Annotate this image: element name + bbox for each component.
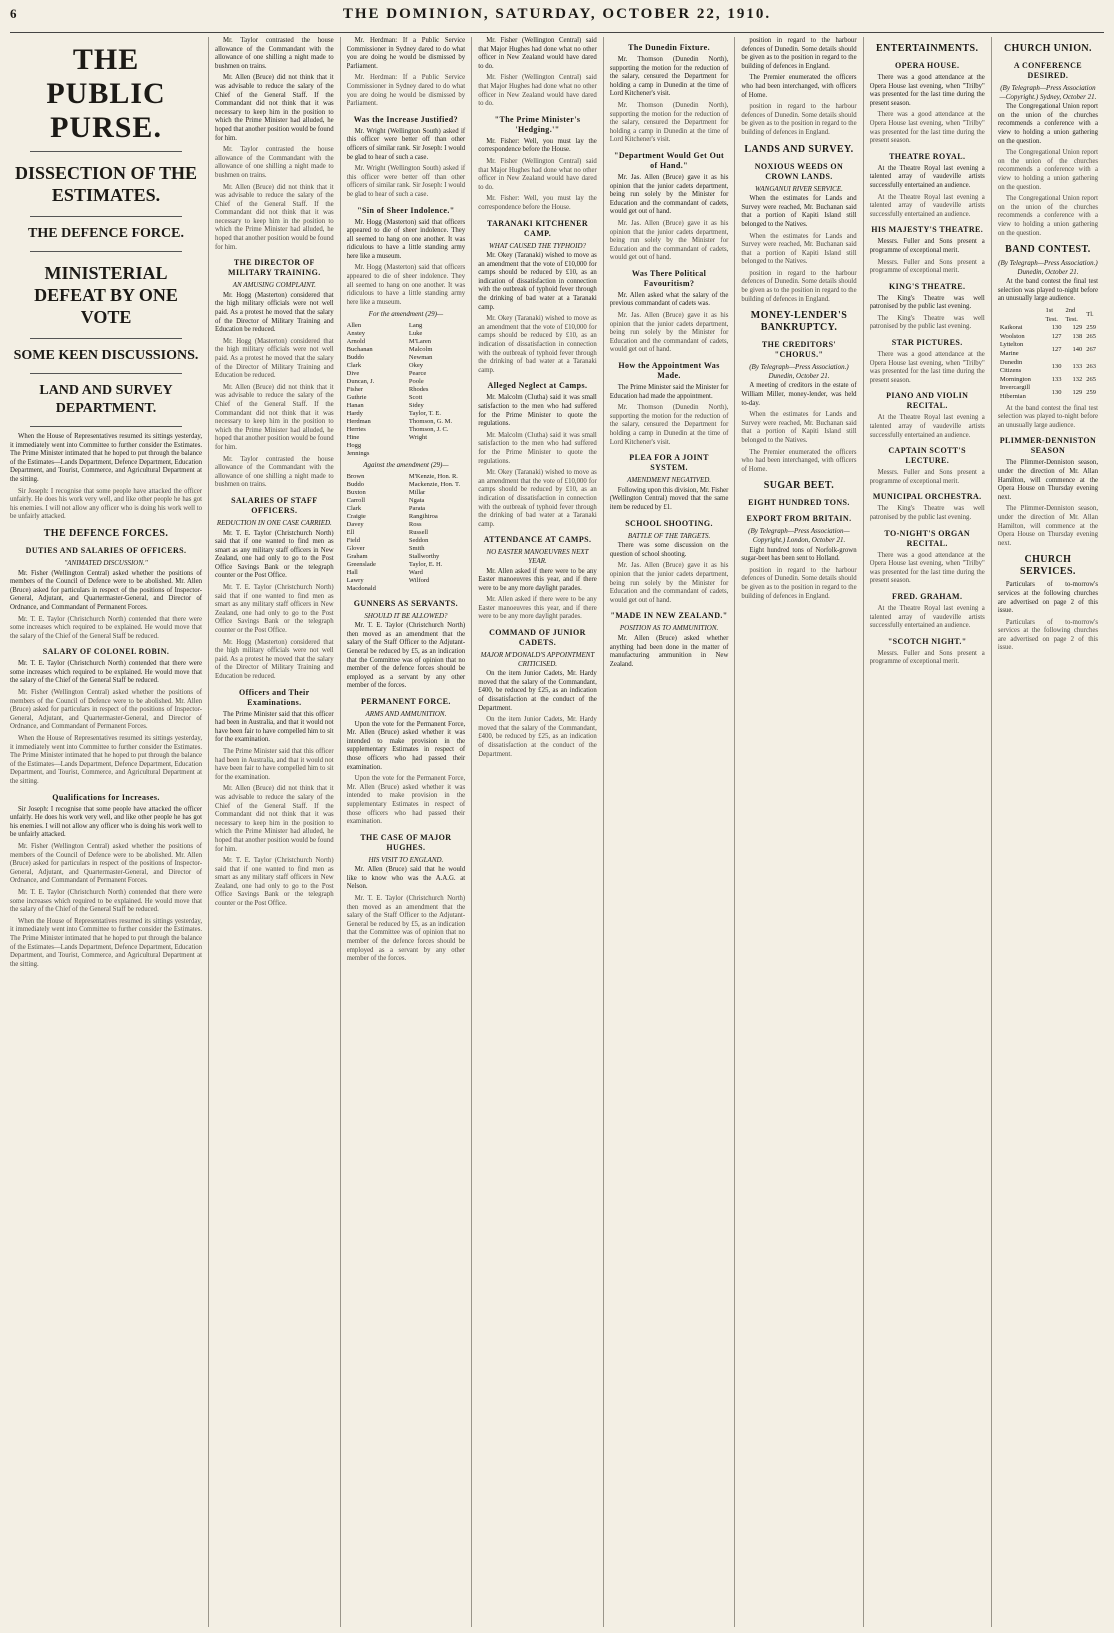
column-1 [10, 37, 209, 1627]
headline-defeat: MINISTERIAL DEFEAT BY ONE VOTE [34, 263, 178, 327]
article-paragraph: Messrs. Fuller and Sons present a programme of exceptional merit. [869, 649, 985, 666]
section-heading: ENTERTAINMENTS. [875, 43, 979, 54]
member-name: Wright [408, 434, 428, 442]
article-paragraph: Mr. Fisher: Well, you must lay the correspondence before the House. [478, 137, 597, 154]
section-heading: "MADE IN NEW ZEALAND." [610, 611, 728, 621]
section-subheading: AN AMUSING COMPLAINT. [232, 281, 316, 290]
article-paragraph: Mr. Allen (Bruce) did not think that it was advisable to reduce the salary of the Chief of the General Staff. If the Commandant did not think that it was necessary to keep him in the position to which the Prime Minister had alluded, he hoped that another position would be found for him. [215, 785, 334, 853]
member-name: Sidey [408, 402, 424, 410]
member-name: Dive [346, 370, 360, 378]
member-name: M'Kenzie, Hon. R. [408, 472, 458, 480]
article-paragraph: Messrs. Fuller and Sons present a programme of exceptional merit. [869, 469, 985, 485]
member-name: Buchanan [346, 346, 373, 354]
section-subheading: WANGANUI RIVER SERVICE. [755, 184, 843, 193]
vote-names-right [409, 322, 465, 458]
table-header-cell: Tl. [1086, 311, 1094, 319]
article-paragraph: Mr. T. E. Taylor (Christchurch North) contended that there were some increases which required to be explained. He would move that the salary of the Chief of the General Staff be reduced. [10, 888, 203, 914]
article-paragraph: Mr. Allen asked if there were to be any Easter manoeuvres this year, and if there were to be any more daylight parades. [478, 596, 597, 621]
article-paragraph: Mr. Herdman: If a Public Service Commissioner in Sydney dared to do what you are doing he would be dismissed by Parliament. [346, 37, 466, 70]
member-name: Ross [408, 520, 422, 528]
section-heading: SCHOOL SHOOTING. [625, 518, 713, 528]
section-subheading: "SCOTCH NIGHT." [887, 636, 967, 646]
table-row [998, 341, 1098, 358]
section-heading: PLIMMER-DENNISTON SEASON [999, 436, 1097, 456]
article-paragraph: Mr. T. E. Taylor (Christchurch North) contended that there were some increases which required to be explained. He would move that the salary of the Chief of the General Staff be reduced. [10, 660, 203, 685]
section-heading: Was There Political Favouritism? [631, 268, 707, 288]
table-cell: 138 [1072, 332, 1083, 340]
article-paragraph: The King's Theatre was well patronised by the public last evening. [869, 314, 985, 331]
article-paragraph: Mr. T. E. Taylor (Christchurch North) said that if one wanted to find men as smart as any military staff officers in New Zealand, one had only to go to the Post Office Savings Bank or the telegraph counter or the Post Office. [215, 584, 334, 635]
division-list-against [347, 473, 466, 593]
article-paragraph: Mr. Fisher (Wellington Central) asked whether the positions of members of the Council of Defence were to be abolished. Mr. Allen (Bruce) asked for particulars in respect of the positions of Inspector-General, Adjutant, and Quartermaster-General, and Director of Ordnance, and Commandant of Permanent Forces. [10, 689, 203, 731]
article-paragraph: position in regard to the harbour defences of Dunedin. Some details should be given as to the position in regard to the building of defences in England. [741, 103, 857, 136]
dateline: (By Telegraph—Press Association—Copyright.) London, October 21. [748, 527, 850, 544]
table-cell: 129 [1072, 324, 1083, 332]
section-heading: How the Appointment Was Made. [618, 361, 720, 381]
section-subheading: AMENDMENT NEGATIVED. [627, 476, 712, 485]
article-paragraph: Upon the vote for the Permanent Force, Mr. Allen (Bruce) asked whether it was intended to make provision in the supplementary Estimates in respect of those officers who had passed their examination. [346, 775, 466, 826]
article-paragraph: The Premier enumerated the officers who had been interchanged, with officers of Home. [741, 74, 857, 99]
section-heading: The Dunedin Fixture. [628, 43, 710, 52]
article-paragraph: There was a good attendance at the Opera House last evening, when "Trilby" was presented for the last time during the present season. [869, 74, 985, 107]
article-paragraph: Mr. Thomson (Dunedin North), supporting the motion for the reduction of the salary, censured the Department for holding a camp in Dunedin at the time of Lord Kitchener's visit. [609, 101, 729, 144]
member-name: Brown [346, 472, 365, 480]
section-subheading: TO-NIGHT'S ORGAN RECITAL. [884, 528, 971, 548]
member-name: Hanan [346, 402, 364, 410]
section-heading: SALARIES OF STAFF OFFICERS. [231, 495, 318, 515]
table-cell: Lyttelton Marine [999, 341, 1024, 358]
member-name: Parata [408, 504, 426, 512]
member-name: Taylor, T. E. [408, 410, 441, 418]
member-name: Luke [408, 330, 423, 338]
article-paragraph: When the estimates for Lands and Survey were reached, Mr. Buchanan said that a portion of Kapiti Island still belonged to the Natives. [741, 411, 857, 444]
vote-names-left [347, 473, 403, 593]
article-paragraph: Mr. T. E. Taylor (Christchurch North) said that if one wanted to find men as smart as any military staff officers in New Zealand, one had only to go to the Post Office Savings Bank or the telegraph counter or the Post Office. [215, 857, 334, 908]
member-name: Stallworthy [408, 552, 440, 560]
division-label: For the amendment (29)— [368, 310, 444, 319]
section-heading: CHURCH SERVICES. [1020, 554, 1076, 578]
article-paragraph: Mr. Allen asked if there were to be any Easter manoeuvres this year, and if there were to be any more daylight parades. [478, 567, 597, 592]
member-name: Anstey [346, 330, 366, 338]
table-header-cell: 1st Test. [1045, 307, 1058, 323]
table-header-row [998, 307, 1098, 324]
article-paragraph: At the band contest the final test selection was played to-night before an unusually large audience. [997, 404, 1099, 429]
article-paragraph: Mr. Wright (Wellington South) asked if this officer were better off than other officers of similar rank. Sir Joseph: I would be glad to hear of such a case. [346, 165, 466, 198]
article-paragraph: position in regard to the harbour defences of Dunedin. Some details should be given as to the position in regard to the building of defences in England. [741, 269, 857, 303]
member-name: Arnold [346, 338, 366, 346]
article-paragraph: The Congregational Union report on the union of the churches recommends a conference with a view to holding a union gathering on the question. [997, 149, 1099, 191]
dateline: (By Telegraph—Press Association.) Dunedin, October 21. [998, 259, 1098, 276]
vote-names-left [347, 322, 403, 458]
member-name: Buddo [346, 354, 364, 362]
member-name: Herdman [346, 418, 371, 426]
member-name: Clark [346, 504, 362, 512]
article-paragraph: At the band contest the final test selection was played to-night before an unusually large audience. [997, 278, 1099, 303]
section-heading: Qualifications for Increases. [52, 792, 160, 802]
member-name: Scott [408, 394, 423, 402]
article-paragraph: There was a good attendance at the Opera House last evening, when "Trilby" was presented for the last time during the present season. [869, 111, 985, 145]
member-name: Buddo [346, 480, 364, 488]
article-paragraph: Mr. Hogg (Masterton) considered that the high military officials were not well paid. As a protest he moved that the salary of the Director of Military Training and Education be reduced. [215, 291, 334, 334]
table-cell: Kaikorai [999, 324, 1023, 332]
article-paragraph: The Plimmer-Denniston season, under the direction of Mr. Allan Hamilton, will commence at the Opera House on Thursday evening next. [997, 459, 1099, 501]
division-list-for [347, 322, 466, 458]
member-name: Thomson, J. C. [408, 426, 449, 434]
article-paragraph: There was some discussion on the question of school shooting. [609, 542, 729, 558]
member-name: Hine [346, 434, 360, 442]
section-heading: THE CASE OF MAJOR HUGHES. [360, 832, 452, 852]
member-name: Craigie [346, 512, 366, 520]
table-cell: 259 [1086, 324, 1097, 332]
table-row [998, 376, 1098, 385]
article-paragraph: Mr. T. E. Taylor (Christchurch North) contended that there were some increases which required to be explained. He would move that the salary of the Chief of the General Staff be reduced. [10, 615, 203, 640]
article-paragraph: Mr. Okey (Taranaki) wished to move as an amendment that the vote of £10,000 for camps should be reduced by £10, as an indication of dissatisfaction in connection with the outbreak of typhoid fever through the drinking of bad water at a Taranaki camp. [478, 252, 597, 311]
section-subheading: REDUCTION IN ONE CASE CARRIED. [216, 518, 332, 527]
article-paragraph: Mr. Okey (Taranaki) wished to move as an amendment that the vote of £10,000 for camps should be reduced by £10, as an indication of dissatisfaction in connection with the outbreak of typhoid fever through the drinking of bad water at a Taranaki camp. [478, 469, 597, 528]
member-name: Millar [408, 488, 426, 496]
article-paragraph: Mr. Wright (Wellington South) asked if this officer were better off than other officers of similar rank. Sir Joseph: I would be glad to hear of such a case. [346, 127, 466, 161]
column-2 [215, 37, 341, 1627]
section-heading: "Department Would Get Out of Hand." [614, 150, 725, 170]
band-scores-table [998, 307, 1098, 402]
article-paragraph: The Premier enumerated the officers who had been interchanged, with officers of Home. [741, 448, 857, 473]
section-subheading: BATTLE OF THE TARGETS. [627, 531, 711, 540]
article-paragraph: The Congregational Union report on the union of the churches recommends a conference with a view to holding a union gathering on the question. [997, 103, 1099, 145]
table-cell: Invercargill Hibernian [999, 384, 1031, 400]
member-name: Mackenzie, Hon. T. [408, 480, 461, 488]
article-paragraph: Mr. Jas. Allen (Bruce) gave it as his opinion that the junior cadets department, being run solely by the Minister for Education and the commandant of cadets, would get out of hand. [609, 312, 729, 354]
headline-discussions: SOME KEEN DISCUSSIONS. [13, 348, 199, 363]
article-paragraph: Sir Joseph: I recognise that some people have attacked the officer unfairly. He does his work very well, and like other people he has got his enemies. I will not allow any officer who is doing his work well to be unfairly attacked. [10, 487, 203, 521]
table-cell: 267 [1086, 345, 1097, 353]
article-paragraph: Eight hundred tons of Norfolk-grown sugar-beet has been sent to Holland. [741, 546, 857, 563]
article-paragraph: Mr. Allen asked what the salary of the previous commandant of cadets was. [609, 291, 729, 308]
section-heading: Was the Increase Justified? [353, 114, 459, 124]
article-paragraph: There was a good attendance at the Opera House last evening, when "Trilby" was presented for the last time during the present season. [869, 551, 985, 585]
article-paragraph: There was a good attendance at the Opera House last evening, when "Trilby" was presented for the last time during the present season. [869, 351, 985, 384]
article-paragraph: The Prime Minister said that this officer had been in Australia, and that it would not have been fair to have compelled him to sit for the examination. [215, 747, 334, 781]
article-paragraph: Mr. Hogg (Masterton) said that officers appeared to die of sheer indolence. They all seemed to hang on one another. It was ridiculous to have a little standing army here like a museum. [346, 264, 466, 306]
section-subheading: MUNICIPAL ORCHESTRA. [872, 492, 982, 502]
article-paragraph: Mr. Allen (Bruce) did not think that it was advisable to reduce the salary of the Chief of the General Staff. If the Commandant did not think that it was necessary to keep him in the position to which the Prime Minister had alluded, he hoped that another position would be found for him. [215, 74, 334, 142]
member-name: Wilford [408, 576, 430, 584]
member-name: Hardy [346, 410, 363, 418]
article-paragraph: When the House of Representatives resumed its sittings yesterday, it immediately went into Committee to further consider the Estimates. The Prime Minister intimated that he hoped to put through the balance of the Estimates—Lands Department, Defence Department, Education Department, and Tourist, Commerce, and Agricultural Department at the sitting. [10, 735, 203, 785]
member-name: Taylor, E. H. [408, 560, 443, 568]
table-header-cell: 2nd Test. [1065, 307, 1078, 323]
article-paragraph: Particulars of to-morrow's services at the following churches are advertised on page 2 of this issue. [997, 618, 1099, 652]
article-paragraph: Mr. Allen (Bruce) did not think that it was advisable to reduce the salary of the Chief of the General Staff. If the Commandant did not think that it was necessary to keep him in the position to which the Prime Minister had alluded, he hoped that another position would be found for him. [215, 183, 334, 251]
article-paragraph: Mr. T. E. Taylor (Christchurch North) then moved as an amendment that the salary of the Staff Officer to the Adjutant-General be reduced by £5, as an indication that the Committee was of opinion that no member of the defence forces should be employed as a servant by any other member of the forces. [346, 622, 466, 690]
column-7 [870, 37, 992, 1627]
table-cell: 130 [1051, 324, 1062, 332]
column-4 [478, 37, 604, 1627]
member-name: Carroll [346, 496, 366, 504]
dateline: (By Telegraph—Press Association.) Dunedin, October 21. [749, 363, 849, 380]
section-subheading: SHOULD IT BE ALLOWED? [364, 611, 448, 620]
article-paragraph: On the item Junior Cadets, Mr. Hardy moved that the salary of the Commandant, £400, be reduced by £25, as an indication of dissatisfaction at the conduct of the Department. [478, 716, 597, 758]
section-subheading: ARMS AND AMMUNITION. [365, 709, 447, 718]
member-name: Rangihiroa [408, 512, 438, 520]
article-paragraph: Mr. Fisher: Well, you must lay the correspondence before the House. [478, 195, 597, 211]
table-cell: 133 [1051, 375, 1062, 383]
table-cell: Woolston [999, 332, 1025, 340]
section-subheading: OPERA HOUSE. [895, 61, 960, 70]
article-paragraph: Mr. Allen (Bruce) said that he would like to know who was the A.A.G. at Nelson. [346, 866, 466, 891]
member-name: Poole [408, 378, 424, 386]
member-name: Smith [408, 544, 425, 552]
table-cell: 127 [1051, 345, 1062, 353]
article-paragraph: Messrs. Fuller and Sons present a programme of exceptional merit. [869, 238, 985, 254]
table-cell: 263 [1086, 362, 1097, 370]
article-paragraph: Mr. Okey (Taranaki) wished to move as an amendment that the vote of £10,000 for camps should be reduced by £10, as an indication of dissatisfaction in connection with the outbreak of typhoid fever through the drinking of bad water at a Taranaki camp. [478, 315, 597, 374]
article-paragraph: Mr. Fisher (Wellington Central) asked whether the positions of members of the Council of Defence were to be abolished. Mr. Allen (Bruce) asked for particulars in respect of the positions of Inspector-General, Adjutant, and Quartermaster-General, and Director of Ordnance, and Commandant of Permanent Forces. [10, 569, 203, 611]
member-name: Newman [408, 354, 433, 362]
member-name: Glover [346, 544, 365, 552]
article-paragraph: When the House of Representatives resumed its sittings yesterday, it immediately went into Committee to further consider the Estimates. The Prime Minister intimated that he hoped to put through the balance of the Estimates—Lands Department, Defence Department, Education Department, and Tourist, Commerce, and Agricultural Department at the sitting. [10, 917, 203, 968]
section-subheading: NOXIOUS WEEDS ON CROWN LANDS. [754, 161, 844, 181]
article-paragraph: The King's Theatre was well patronised by the public last evening. [869, 505, 985, 521]
table-row [998, 384, 1098, 401]
article-paragraph: Mr. Taylor contrasted the house allowance of the Commandant with the allowance of one shilling a night made to bushmen on trains. [215, 37, 334, 70]
section-heading: PLEA FOR A JOINT SYSTEM. [629, 453, 709, 473]
article-paragraph: Particulars of to-morrow's services at the following churches are advertised on page 2 of this issue. [997, 581, 1099, 615]
section-subheading: HIS MAJESTY'S THEATRE. [871, 225, 984, 235]
article-paragraph: Mr. Thomson (Dunedin North), supporting the motion for the reduction of the salary, censured the Department for holding a camp in Dunedin at the time of Lord Kitchener's visit. [609, 404, 729, 446]
article-paragraph: Mr. Jas. Allen (Bruce) gave it as his opinion that the junior cadets department, being run solely by the Minister for Education and the commandant of cadets, would get out of hand. [609, 219, 729, 262]
article-paragraph: Mr. T. E. Taylor (Christchurch North) then moved as an amendment that the salary of the Staff Officer to the Adjutant-General be reduced by £5, as an indication that the Committee was of opinion that no member of the defence forces should be employed as a servant by any other member of the forces. [346, 895, 466, 963]
member-name: Allen [346, 322, 362, 330]
article-paragraph: Messrs. Fuller and Sons present a programme of exceptional merit. [869, 258, 985, 275]
vote-names-right [409, 473, 465, 593]
section-heading: CHURCH UNION. [1003, 43, 1092, 54]
article-paragraph: Mr. Allen (Bruce) did not think that it was advisable to reduce the salary of the Chief of the General Staff. If the Commandant did not think that it was necessary to keep him in the position to which the Prime Minister had alluded, he hoped that another position would be found for him. [215, 383, 334, 451]
member-name: Buxton [346, 488, 366, 496]
masthead [10, 6, 1104, 33]
article-paragraph: When the estimates for Lands and Survey were reached, Mr. Buchanan said that a portion of Kapiti Island still belonged to the Natives. [741, 195, 857, 228]
section-subheading: THEATRE ROYAL. [889, 151, 966, 161]
article-paragraph: Mr. Fisher (Wellington Central) said that Major Hughes had done what no other officer in New Zealand would have dared to do. [478, 157, 597, 191]
headline-defence: THE DEFENCE FORCE. [28, 226, 184, 241]
section-heading: "Sin of Sheer Indolence." [357, 205, 455, 215]
section-subheading: HIS VISIT TO ENGLAND. [368, 855, 444, 864]
article-paragraph: Mr. Fisher (Wellington Central) said that Major Hughes had done what no other officer in New Zealand would have dared to do. [478, 37, 597, 70]
member-name: Ngata [408, 496, 425, 504]
member-name: Clark [346, 362, 362, 370]
member-name: Okey [408, 362, 424, 370]
table-row [998, 333, 1098, 342]
division-label: Against the amendment (29)— [363, 461, 449, 470]
member-name: Jennings [346, 450, 370, 458]
section-subheading: PIANO AND VIOLIN RECITAL. [886, 391, 969, 411]
member-name: Davey [346, 520, 364, 528]
member-name: Pearce [408, 370, 427, 378]
article-paragraph: Sir Joseph: I recognise that some people have attacked the officer unfairly. He does his work very well, and like other people he has got his enemies. I will not allow any officer who is doing his work well to be unfairly attacked. [10, 805, 203, 839]
section-heading: BAND CONTEST. [1005, 244, 1091, 256]
section-heading: SALARY OF COLONEL ROBIN. [42, 647, 170, 657]
member-name: Macdonald [346, 584, 376, 592]
member-name: Hogg [346, 442, 362, 450]
section-heading: GUNNERS AS SERVANTS. [353, 598, 459, 608]
column-8 [998, 37, 1104, 1627]
section-heading: THE DEFENCE FORCES. [43, 527, 169, 539]
table-cell: 130 [1051, 362, 1062, 370]
section-subheading: A CONFERENCE DESIRED. [1013, 61, 1082, 80]
page-number: 6 [10, 6, 17, 21]
section-heading: PERMANENT FORCE. [361, 696, 451, 706]
section-subheading: KING'S THEATRE. [889, 281, 966, 291]
headline-estimates: DISSECTION OF THE ESTIMATES. [14, 163, 198, 205]
article-paragraph: Mr. Malcolm (Clutha) said it was small satisfaction to the men who had suffered for the Prime Minister to quote the regulations. [478, 431, 597, 465]
section-heading: COMMAND OF JUNIOR CADETS. [489, 628, 586, 648]
table-cell: 132 [1072, 375, 1083, 383]
table-cell: 259 [1086, 388, 1097, 396]
member-name: Russell [408, 528, 429, 536]
table-cell: 133 [1072, 362, 1083, 370]
article-paragraph: Mr. Fisher (Wellington Central) said that Major Hughes had done what no other officer in New Zealand would have dared to do. [478, 74, 597, 108]
table-row [998, 324, 1098, 333]
section-heading: Officers and Their Examinations. [239, 687, 310, 707]
section-heading: SUGAR BEET. [763, 480, 835, 492]
section-heading: LANDS AND SURVEY. [744, 143, 854, 155]
table-cell: 265 [1086, 332, 1097, 340]
article-paragraph: When the estimates for Lands and Survey were reached, Mr. Buchanan said that a portion of Kapiti Island still belonged to the Natives. [741, 232, 857, 266]
article-paragraph: At the Theatre Royal last evening a talented array of vaudeville artists successfully entertained an audience. [869, 193, 985, 218]
column-5 [610, 37, 736, 1627]
main-headline: THE PUBLIC PURSE. [46, 43, 166, 144]
section-subheading: CAPTAIN SCOTT'S LECTURE. [888, 446, 967, 466]
article-paragraph: The Prime Minister said that this officer had been in Australia, and that it would not have been fair to have compelled him to sit for the examination. [215, 710, 334, 744]
section-subheading: DUTIES AND SALARIES OF OFFICERS. [25, 545, 187, 555]
article-paragraph: Following upon this division, Mr. Fisher (Wellington Central) moved that the same item be reduced by £1. [609, 486, 729, 511]
section-subheading: WHAT CAUSED THE TYPHOID? [488, 241, 587, 250]
article-paragraph: Mr. Hogg (Masterton) considered that the high military officials were not well paid. As a protest he moved that the salary of the Director of Military Training and Education be reduced. [215, 638, 334, 680]
table-cell: 127 [1051, 332, 1062, 340]
table-cell: Mornington [999, 375, 1031, 383]
table-row [998, 359, 1098, 376]
article-paragraph: The Prime Minister said the Minister for Education had made the appointment. [609, 384, 729, 400]
section-heading: THE DIRECTOR OF MILITARY TRAINING. [228, 258, 321, 278]
section-subheading: POSITION AS TO AMMUNITION. [619, 624, 719, 633]
member-name: Herries [346, 426, 366, 434]
member-name: Seddon [408, 536, 429, 544]
article-paragraph: Mr. Taylor contrasted the house allowance of the Commandant with the allowance of one shilling a night made to bushmen on trains. [215, 146, 334, 179]
article-paragraph: At the Theatre Royal last evening a talented array of vaudeville artists successfully entertained an audience. [869, 604, 985, 630]
member-name: M'Laren [408, 338, 432, 346]
member-name: Greenslade [346, 560, 376, 568]
member-name: Lang [408, 322, 423, 330]
table-cell: 129 [1072, 388, 1083, 396]
member-name: Hall [346, 568, 358, 576]
member-name: Duncan, J. [346, 378, 375, 386]
article-intro: When the House of Representatives resumed its sittings yesterday, it immediately went into Committee to further consider the Estimates. The Prime Minister intimated that he hoped to put through the balance of the Estimates—Lands Department, Defence Department, Education Department, and Tourist, Commerce, and Agricultural Department at the sitting. [10, 433, 203, 483]
section-heading: TARANAKI KITCHENER CAMP. [486, 218, 589, 238]
section-subheading: FRED. GRAHAM. [892, 591, 963, 601]
section-subheading: NO EASTER MANOEUVRES NEXT YEAR. [486, 548, 589, 565]
section-subheading: EIGHT HUNDRED TONS. [748, 498, 850, 508]
member-name: Graham [346, 552, 368, 560]
article-paragraph: On the item Junior Cadets, Mr. Hardy moved that the salary of the Commandant, £400, be reduced by £25, as an indication of dissatisfaction at the conduct of the Department. [478, 670, 597, 712]
member-name: Lawry [346, 576, 364, 584]
article-paragraph: Mr. Fisher (Wellington Central) asked whether the positions of members of the Council of Defence were to be abolished. Mr. Allen (Bruce) asked for particulars in respect of the positions of Inspector-General, Adjutant, and Quartermaster-General, and Director of Ordnance, and Commandant of Permanent Forces. [10, 842, 203, 885]
member-name: Malcolm [408, 346, 433, 354]
article-paragraph: Mr. Hogg (Masterton) said that officers appeared to die of sheer indolence. They all seemed to hang on one another. It was ridiculous to have a little standing army here like a museum. [346, 218, 466, 260]
section-heading: ATTENDANCE AT CAMPS. [483, 535, 592, 545]
table-header-cell [998, 307, 1044, 324]
article-paragraph: Mr. Herdman: If a Public Service Commissioner in Sydney dared to do what you are doing he would be dismissed by Parliament. [346, 74, 466, 108]
section-subheading: STAR PICTURES. [891, 338, 963, 348]
article-paragraph: Mr. Malcolm (Clutha) said it was small satisfaction to the men who had suffered for the Prime Minister to quote the regulations. [478, 394, 597, 428]
article-paragraph: The King's Theatre was well patronised by the public last evening. [869, 294, 985, 311]
article-paragraph: Mr. T. E. Taylor (Christchurch North) said that if one wanted to find men as smart as any military staff officers in New Zealand, one had only to go to the Post Office Savings Bank or the telegraph counter or the Post Office. [215, 529, 334, 580]
article-paragraph: Mr. Jas. Allen (Bruce) gave it as his opinion that the junior cadets department, being run solely by the Minister for Education and the commandant of cadets, would get out of hand. [609, 562, 729, 604]
member-name: Fisher [346, 386, 363, 394]
headline-land: LAND AND SURVEY DEPARTMENT. [39, 383, 173, 416]
table-cell: 140 [1072, 345, 1083, 353]
table-cell: Dunedin Citizens [999, 358, 1023, 375]
article-paragraph: Mr. Allen (Bruce) asked whether anything had been done in the matter of manufacturing ammunition in New Zealand. [609, 634, 729, 668]
article-paragraph: Upon the vote for the Permanent Force, Mr. Allen (Bruce) asked whether it was intended to make provision in the supplementary Estimates in respect of those officers who had passed their examination. [346, 720, 466, 771]
table-cell: 265 [1086, 375, 1097, 383]
article-paragraph: Mr. Jas. Allen (Bruce) gave it as his opinion that the junior cadets department, being run solely by the Minister for Education and the commandant of cadets, would get out of hand. [609, 173, 729, 216]
table-cell: 130 [1051, 388, 1062, 396]
section-heading: MONEY-LENDER'S BANKRUPTCY. [750, 310, 848, 334]
article-paragraph: Mr. Thomson (Dunedin North), supporting the motion for the reduction of the salary, censured the Department for holding a camp in Dunedin at the time of Lord Kitchener's visit. [609, 56, 729, 98]
column-6 [741, 37, 863, 1627]
article-paragraph: A meeting of creditors in the estate of William Miller, money-lender, was held to-day. [741, 382, 857, 407]
section-subheading: "ANIMATED DISCUSSION." [64, 558, 148, 567]
section-heading: "The Prime Minister's 'Hedging.'" [494, 114, 581, 134]
member-name: Thomson, G. M. [408, 418, 453, 426]
section-subheading: THE CREDITORS' "CHORUS." [761, 340, 837, 360]
section-subheading: EXPORT FROM BRITAIN. [746, 514, 852, 524]
member-name: Rhodes [408, 386, 429, 394]
article-paragraph: Mr. Taylor contrasted the house allowance of the Commandant with the allowance of one shilling a night made to bushmen on trains. [215, 455, 334, 489]
article-paragraph: At the Theatre Royal last evening a talented array of vaudeville artists successfully entertained an audience. [869, 414, 985, 439]
article-paragraph: At the Theatre Royal last evening a talented array of vaudeville artists successfully entertained an audience. [869, 164, 985, 189]
member-name: Ward [408, 568, 423, 576]
article-paragraph: The Plimmer-Denniston season, under the direction of Mr. Allan Hamilton, will commence at the Opera House on Thursday evening next. [997, 505, 1099, 547]
member-name: Ell [346, 528, 355, 536]
dateline: (By Telegraph—Press Association—Copyright.) Sydney, October 21. [999, 84, 1097, 101]
article-paragraph: position in regard to the harbour defences of Dunedin. Some details should be given as to the position in regard to the building of defences in England. [741, 566, 857, 600]
article-paragraph: The Congregational Union report on the union of the churches recommends a conference with a view to holding a union gathering on the question. [997, 195, 1099, 237]
member-name: Guthrie [346, 394, 367, 402]
member-name: Field [346, 536, 360, 544]
section-heading: Alleged Neglect at Camps. [487, 381, 588, 391]
article-paragraph: position in regard to the harbour defences of Dunedin. Some details should be given as to the position in regard to the building of defences in England. [741, 37, 857, 70]
section-subheading: MAJOR M'DONALD'S APPOINTMENT CRITICISED. [480, 651, 595, 668]
article-paragraph: Mr. Hogg (Masterton) considered that the high military officials were not well paid. As a protest he moved that the salary of the Director of Military Training and Education be reduced. [215, 337, 334, 380]
column-3 [347, 37, 473, 1627]
newspaper-title: THE DOMINION, SATURDAY, OCTOBER 22, 1910. [342, 6, 772, 22]
